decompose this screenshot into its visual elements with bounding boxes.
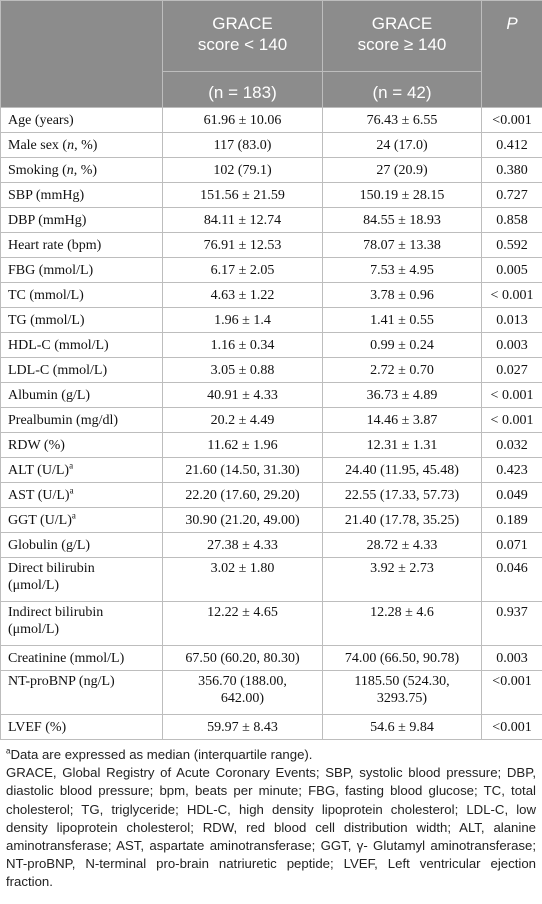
group1-value bbox=[163, 383, 323, 408]
row-label bbox=[1, 283, 163, 308]
group2-value-text: 14.46 ± 3.87 bbox=[366, 412, 438, 428]
table-body bbox=[1, 108, 542, 740]
table-row bbox=[1, 333, 542, 358]
footnote-a bbox=[6, 746, 536, 764]
group2-value bbox=[323, 508, 482, 533]
group2-value bbox=[323, 333, 482, 358]
row-label-text: , %) bbox=[74, 137, 98, 153]
group1-value bbox=[163, 483, 323, 508]
group1-value bbox=[163, 133, 323, 158]
row-label-text: Creatinine (mmol/L) bbox=[8, 650, 125, 666]
table-row bbox=[1, 208, 542, 233]
row-label-italic: n bbox=[66, 162, 74, 178]
group1-value-text: 3.02 ± 1.80 bbox=[210, 561, 275, 576]
p-value bbox=[482, 283, 542, 308]
group1-value bbox=[163, 208, 323, 233]
header-p-value: P bbox=[482, 1, 542, 108]
table-row bbox=[1, 646, 542, 671]
group1-value-text: 22.20 (17.60, 29.20) bbox=[185, 487, 300, 503]
p-value-text: 0.049 bbox=[496, 487, 528, 503]
p-value bbox=[482, 558, 542, 602]
group2-value-text: 22.55 (17.33, 57.73) bbox=[344, 487, 460, 503]
p-value bbox=[482, 383, 542, 408]
p-value bbox=[482, 408, 542, 433]
table-row bbox=[1, 715, 542, 740]
group2-value-text: 24.40 (11.95, 45.48) bbox=[345, 462, 459, 478]
group2-value-text: 74.00 (66.50, 90.78) bbox=[344, 650, 460, 666]
group1-value bbox=[163, 258, 323, 283]
group2-value bbox=[323, 646, 482, 671]
table-row bbox=[1, 233, 542, 258]
row-label bbox=[1, 671, 163, 715]
group2-value bbox=[323, 358, 482, 383]
row-label-text: TG (mmol/L) bbox=[8, 312, 85, 328]
group1-value bbox=[163, 408, 323, 433]
footnote-abbreviations: GRACE, Global Registry of Acute Coronary Events; SBP, systolic blood pressure; DBP, diastolic blood pressure; bpm, beats per minute; FBG, fasting blood glucose; TC, total cholesterol; TG, triglyceride; HDL-C, high density lipoprotein cholesterol; LDL-C, low density lipoprotein cholesterol; RDW, red blood cell distribution width; ALT, alanine aminotransferase; AST, aspartate aminotransferase; GGT, γ- Glutamyl aminotransferase; NT-proBNP, N-terminal pro-brain natriuretic peptide; LVEF, Left ventricular ejection fraction. bbox=[6, 765, 536, 890]
table-row bbox=[1, 408, 542, 433]
group2-value-text: 54.6 ± 9.84 bbox=[370, 719, 434, 735]
group1-value bbox=[163, 715, 323, 740]
p-value-text: 0.032 bbox=[496, 437, 528, 453]
row-label-text: FBG (mmol/L) bbox=[8, 262, 94, 278]
group2-value-text: 27 (20.9) bbox=[376, 162, 428, 178]
group2-value-text: 84.55 ± 18.93 bbox=[363, 212, 441, 228]
row-label-text: ALT (U/L) bbox=[8, 462, 70, 478]
row-label-italic: n bbox=[67, 137, 75, 153]
header-group1-line1: GRACE bbox=[212, 14, 273, 33]
group1-value bbox=[163, 158, 323, 183]
group2-value bbox=[323, 533, 482, 558]
table-row bbox=[1, 183, 542, 208]
table-row bbox=[1, 483, 542, 508]
p-value bbox=[482, 602, 542, 646]
p-value bbox=[482, 715, 542, 740]
group2-value bbox=[323, 383, 482, 408]
p-value bbox=[482, 258, 542, 283]
p-value bbox=[482, 533, 542, 558]
table-row bbox=[1, 283, 542, 308]
p-value-text: 0.423 bbox=[496, 462, 528, 478]
row-label-text: Heart rate (bpm) bbox=[8, 237, 102, 253]
p-value bbox=[482, 308, 542, 333]
group1-value bbox=[163, 233, 323, 258]
table-row bbox=[1, 358, 542, 383]
row-label-text: Male sex ( bbox=[8, 137, 68, 153]
group1-value bbox=[163, 458, 323, 483]
p-value-text: 0.937 bbox=[496, 605, 528, 620]
row-label bbox=[1, 508, 163, 533]
p-value-text: 0.412 bbox=[496, 137, 528, 153]
group1-value bbox=[163, 108, 323, 133]
group2-value bbox=[323, 308, 482, 333]
p-value-text: <0.001 bbox=[492, 674, 532, 689]
header-blank-cell bbox=[1, 1, 163, 108]
header-group2-n bbox=[323, 72, 482, 108]
group1-value-text: 1.16 ± 0.34 bbox=[210, 337, 275, 353]
row-label bbox=[1, 408, 163, 433]
row-label-text: Direct bilirubin bbox=[8, 561, 95, 576]
group1-value-text: 3.05 ± 0.88 bbox=[210, 362, 275, 378]
group1-value-text: 356.70 (188.00, bbox=[198, 674, 287, 689]
p-value bbox=[482, 508, 542, 533]
row-label bbox=[1, 233, 163, 258]
group1-value bbox=[163, 602, 323, 646]
group2-value bbox=[323, 283, 482, 308]
row-label-text: Prealbumin (mg/dl) bbox=[8, 412, 119, 428]
group1-value-text: 117 (83.0) bbox=[213, 137, 272, 153]
row-label-text: Smoking ( bbox=[8, 162, 67, 178]
group2-value-text: 36.73 ± 4.89 bbox=[366, 387, 438, 403]
group2-value bbox=[323, 183, 482, 208]
p-value bbox=[482, 433, 542, 458]
row-label-text: Albumin (g/L) bbox=[8, 387, 91, 403]
row-label bbox=[1, 308, 163, 333]
row-label bbox=[1, 333, 163, 358]
group1-value-text: 84.11 ± 12.74 bbox=[203, 212, 282, 228]
group1-value-text: 67.50 (60.20, 80.30) bbox=[185, 650, 300, 666]
header-group2 bbox=[323, 1, 482, 72]
row-label bbox=[1, 458, 163, 483]
p-value-text: 0.005 bbox=[496, 262, 528, 278]
group2-value-text: 1185.50 (524.30, bbox=[354, 674, 450, 689]
group1-value-text: 30.90 (21.20, 49.00) bbox=[185, 512, 300, 528]
group1-value-text: 151.56 ± 21.59 bbox=[200, 187, 285, 203]
group2-value bbox=[323, 458, 482, 483]
row-label bbox=[1, 133, 163, 158]
group2-value-text: 150.19 ± 28.15 bbox=[359, 187, 445, 203]
header-group1-n bbox=[163, 72, 323, 108]
group2-value-text: 3.78 ± 0.96 bbox=[370, 287, 434, 303]
group2-value-text: 2.72 ± 0.70 bbox=[370, 362, 434, 378]
group1-value-line2: 642.00) bbox=[220, 691, 265, 706]
table-row bbox=[1, 458, 542, 483]
p-value-text: 0.071 bbox=[496, 537, 528, 553]
row-label-text: Indirect bilirubin bbox=[8, 605, 104, 620]
row-label-text: DBP (mmHg) bbox=[8, 212, 87, 228]
row-label bbox=[1, 602, 163, 646]
p-value-text: < 0.001 bbox=[490, 387, 534, 403]
group2-value bbox=[323, 208, 482, 233]
p-value-text: 0.380 bbox=[496, 162, 528, 178]
group2-value-text: 12.28 ± 4.6 bbox=[370, 605, 434, 620]
row-label-text: , %) bbox=[73, 162, 98, 178]
table-header bbox=[1, 1, 542, 108]
group1-n-text: (n = 183) bbox=[208, 83, 277, 102]
row-label-text: NT-proBNP (ng/L) bbox=[8, 674, 115, 689]
group2-value-text: 28.72 ± 4.33 bbox=[366, 537, 438, 553]
p-value-text: 0.027 bbox=[496, 362, 528, 378]
p-value-text: 0.592 bbox=[496, 237, 528, 253]
p-value-text: < 0.001 bbox=[490, 287, 534, 303]
row-label bbox=[1, 383, 163, 408]
group1-value-text: 1.96 ± 1.4 bbox=[214, 312, 271, 328]
row-label bbox=[1, 558, 163, 602]
group2-value-text: 12.31 ± 1.31 bbox=[366, 437, 438, 453]
group1-value-text: 76.91 ± 12.53 bbox=[203, 237, 282, 253]
group2-value bbox=[323, 671, 482, 715]
table-row bbox=[1, 558, 542, 602]
row-label-sup: a bbox=[71, 509, 76, 520]
group2-value bbox=[323, 133, 482, 158]
p-value-text: <0.001 bbox=[492, 112, 532, 128]
table-row bbox=[1, 533, 542, 558]
p-value bbox=[482, 233, 542, 258]
table-row bbox=[1, 508, 542, 533]
p-value-text: 0.046 bbox=[496, 561, 528, 576]
row-label-text: TC (mmol/L) bbox=[8, 287, 84, 303]
row-label bbox=[1, 108, 163, 133]
group1-value bbox=[163, 671, 323, 715]
group1-value bbox=[163, 333, 323, 358]
group1-value bbox=[163, 358, 323, 383]
group2-value-text: 78.07 ± 13.38 bbox=[363, 237, 441, 253]
group2-value bbox=[323, 715, 482, 740]
row-label-text: SBP (mmHg) bbox=[8, 187, 85, 203]
row-label bbox=[1, 183, 163, 208]
group2-value-line2: 3293.75) bbox=[376, 691, 428, 706]
group2-n-text: (n = 42) bbox=[372, 83, 432, 102]
group2-value-text: 24 (17.0) bbox=[376, 137, 428, 153]
p-value bbox=[482, 483, 542, 508]
group2-value bbox=[323, 233, 482, 258]
group2-value-text: 3.92 ± 2.73 bbox=[370, 561, 434, 576]
p-value bbox=[482, 671, 542, 715]
group2-value bbox=[323, 408, 482, 433]
group2-value bbox=[323, 108, 482, 133]
group1-value-text: 4.63 ± 1.22 bbox=[210, 287, 275, 303]
p-value-text: 0.858 bbox=[496, 212, 528, 228]
p-value-text: 0.013 bbox=[496, 312, 528, 328]
table-row bbox=[1, 671, 542, 715]
group1-value bbox=[163, 646, 323, 671]
row-label bbox=[1, 208, 163, 233]
row-label bbox=[1, 533, 163, 558]
group1-value-text: 11.62 ± 1.96 bbox=[207, 437, 278, 453]
row-label-text: GGT (U/L) bbox=[8, 512, 72, 528]
row-label-sup: a bbox=[69, 459, 74, 470]
table-footnotes bbox=[0, 740, 542, 892]
row-label-text: Globulin (g/L) bbox=[8, 537, 91, 553]
footnote-a-marker: a bbox=[6, 746, 11, 756]
group1-value-text: 59.97 ± 8.43 bbox=[207, 719, 278, 735]
group1-value bbox=[163, 183, 323, 208]
row-label-text: Age (years) bbox=[8, 112, 74, 128]
table-row bbox=[1, 108, 542, 133]
row-label-text: HDL-C (mmol/L) bbox=[8, 337, 109, 353]
p-value bbox=[482, 133, 542, 158]
row-label-line2: (μmol/L) bbox=[8, 622, 60, 637]
header-group2-line1: GRACE bbox=[371, 14, 433, 33]
group1-value-text: 21.60 (14.50, 31.30) bbox=[185, 462, 300, 478]
group2-value-text: 76.43 ± 6.55 bbox=[366, 112, 438, 128]
table-row bbox=[1, 308, 542, 333]
p-value-text: 0.003 bbox=[496, 650, 528, 666]
group1-value bbox=[163, 308, 323, 333]
group2-value-text: 21.40 (17.78, 35.25) bbox=[344, 512, 460, 528]
p-value bbox=[482, 183, 542, 208]
row-label bbox=[1, 715, 163, 740]
p-value bbox=[482, 358, 542, 383]
row-label-text: RDW (%) bbox=[8, 437, 65, 453]
header-group2-line2: score ≥ 140 bbox=[357, 35, 447, 54]
group2-value-text: 0.99 ± 0.24 bbox=[370, 337, 434, 353]
header-group1 bbox=[163, 1, 323, 72]
group1-value-text: 6.17 ± 2.05 bbox=[210, 262, 275, 278]
group2-value bbox=[323, 483, 482, 508]
p-value bbox=[482, 333, 542, 358]
group2-value bbox=[323, 602, 482, 646]
group1-value-text: 20.2 ± 4.49 bbox=[210, 412, 275, 428]
p-value bbox=[482, 158, 542, 183]
row-label bbox=[1, 358, 163, 383]
group1-value-text: 40.91 ± 4.33 bbox=[207, 387, 278, 403]
p-value bbox=[482, 108, 542, 133]
row-label bbox=[1, 483, 163, 508]
header-group1-line2: score < 140 bbox=[197, 35, 288, 54]
group1-value bbox=[163, 533, 323, 558]
row-label-sup: a bbox=[69, 484, 74, 495]
p-value bbox=[482, 208, 542, 233]
p-value-text: < 0.001 bbox=[490, 412, 534, 428]
group1-value bbox=[163, 508, 323, 533]
table-row bbox=[1, 602, 542, 646]
p-value-text: 0.727 bbox=[496, 187, 528, 203]
p-value bbox=[482, 646, 542, 671]
p-value bbox=[482, 458, 542, 483]
table-row bbox=[1, 383, 542, 408]
group1-value bbox=[163, 433, 323, 458]
group2-value bbox=[323, 258, 482, 283]
footnote-a-text: Data are expressed as median (interquartile range). bbox=[10, 747, 313, 762]
row-label-line2: (μmol/L) bbox=[8, 578, 60, 593]
table-row bbox=[1, 433, 542, 458]
group2-value bbox=[323, 158, 482, 183]
group2-value bbox=[323, 433, 482, 458]
row-label bbox=[1, 646, 163, 671]
row-label bbox=[1, 158, 163, 183]
row-label-text: AST (U/L) bbox=[8, 487, 70, 503]
group1-value-text: 27.38 ± 4.33 bbox=[207, 537, 278, 553]
row-label-text: LVEF (%) bbox=[8, 719, 67, 735]
p-value-text: 0.003 bbox=[496, 337, 528, 353]
group1-value-text: 12.22 ± 4.65 bbox=[207, 605, 278, 620]
group2-value-text: 7.53 ± 4.95 bbox=[370, 262, 434, 278]
group1-value bbox=[163, 558, 323, 602]
row-label bbox=[1, 433, 163, 458]
table-row bbox=[1, 158, 542, 183]
group1-value-text: 61.96 ± 10.06 bbox=[203, 112, 282, 128]
p-value-text: <0.001 bbox=[492, 719, 532, 735]
table-row bbox=[1, 258, 542, 283]
p-value-text: 0.189 bbox=[496, 512, 528, 528]
group1-value-text: 102 (79.1) bbox=[213, 162, 272, 178]
row-label bbox=[1, 258, 163, 283]
group2-value bbox=[323, 558, 482, 602]
row-label-text: LDL-C (mmol/L) bbox=[8, 362, 108, 378]
group2-value-text: 1.41 ± 0.55 bbox=[370, 312, 434, 328]
table-row bbox=[1, 133, 542, 158]
group1-value bbox=[163, 283, 323, 308]
